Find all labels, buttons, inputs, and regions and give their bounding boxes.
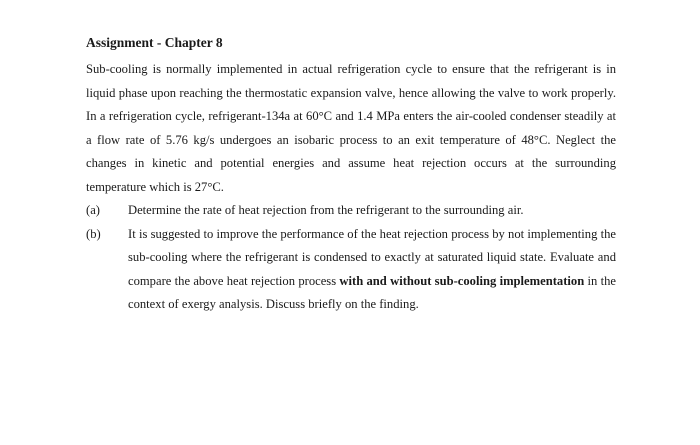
assignment-document [86,34,616,317]
question-b-text-start: It is suggested to improve the performance of the heat rejection process by not implementing the sub-cooling where the refrigerant is condensed to exactly at saturated liquid state. Evaluate and compare the above heat rejection process [128,226,616,288]
question-b-text-end: in the context of exergy analysis. Discuss briefly on the finding. [128,273,616,311]
question-a [86,199,616,223]
question-a-text: Determine the rate of heat rejection from the refrigerant to the surrounding air. [128,203,524,217]
question-b-emphasis: with and without sub-cooling implementation [339,273,585,288]
question-b-label: (b) [86,226,101,241]
question-a-label: (a) [86,203,100,217]
question-b [86,223,616,317]
intro-paragraph: Sub-cooling is normally implemented in actual refrigeration cycle to ensure that the refrigerant is in liquid phase upon reaching the thermostatic expansion valve, hence allowing the valve to work properly. In a refrigeration cycle, refrigerant-134a at 60°C and 1.4 MPa enters the air-cooled condenser steadily at a flow rate of 5.76 kg/s undergoes an isobaric process to an exit temperature of 48°C. Neglect the changes in kinetic and potential energies and assume heat rejection occurs at the surrounding temperature which is 27°C. [86,62,616,194]
assignment-title: Assignment - Chapter 8 [86,35,223,50]
